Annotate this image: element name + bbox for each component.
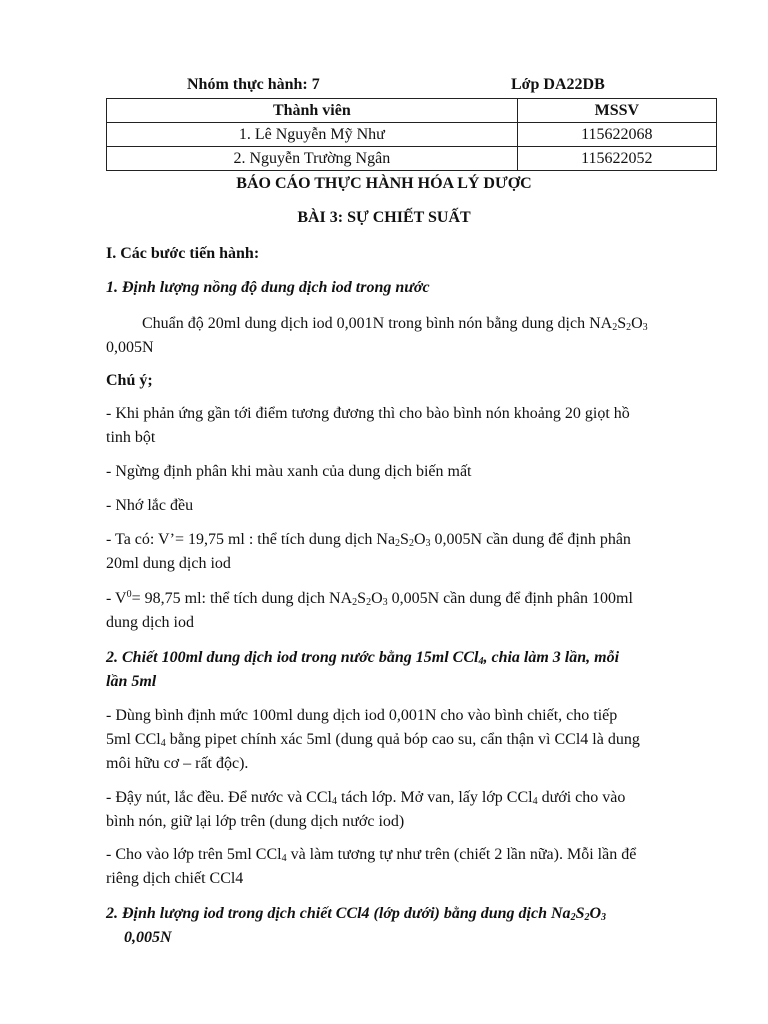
step-3-heading-line2: 0,005N (124, 929, 172, 946)
subscript: 4 (281, 853, 287, 864)
subscript: 4 (532, 796, 538, 807)
subscript: 3 (601, 912, 607, 923)
step-2-p1-a: 5ml CCl (106, 731, 161, 748)
subscript: 2 (570, 912, 576, 923)
note-2: - Ngừng định phân khi màu xanh của dung dịch biến mất (106, 463, 472, 480)
subscript: 2 (612, 322, 618, 333)
note-3: - Nhớ lắc đều (106, 497, 194, 514)
note-title: Chú ý; (106, 372, 153, 389)
step-2-heading-b: , chia làm 3 lần, mỗi (483, 649, 620, 666)
note-1 (106, 402, 722, 450)
step-1-text-b: S (617, 315, 627, 332)
table-row (107, 123, 717, 147)
step-2-p1-b: bằng pipet chính xác 5ml (dung quả bóp cao su, cẩn thận vì CCl4 là dung (165, 731, 640, 748)
report-title: BÁO CÁO THỰC HÀNH HÓA LÝ DƯỢC (236, 175, 532, 192)
note-5-c: S (357, 590, 367, 607)
step-2-paragraph-3 (106, 843, 722, 891)
step-2-p3-b: và làm tương tự như trên (chiết 2 lần nữa). Mỗi lần để (286, 846, 637, 863)
step-1-text-line2: 0,005N (106, 339, 154, 356)
step-3-heading-b: S (575, 905, 585, 922)
subscript: 2 (366, 597, 372, 608)
note-4-b: S (400, 531, 409, 548)
member-name: 2. Nguyễn Trường Ngân (107, 147, 518, 171)
note-5 (106, 587, 722, 635)
note-5-e: 0,005N cần dung để định phân 100ml (387, 590, 633, 607)
step-2-paragraph-1 (106, 704, 722, 776)
subscript: 2 (626, 322, 632, 333)
step-3-heading-a: 2. Định lượng iod trong dịch chiết CCl4 (lớp dưới) bằng dung dịch Na (106, 905, 571, 922)
step-1-heading: 1. Định lượng nồng độ dung dịch iod trong nước (106, 279, 430, 296)
note-5-a: - V (106, 590, 127, 607)
subscript: 3 (382, 597, 388, 608)
subscript: 3 (425, 538, 431, 549)
note-1-line2: tinh bột (106, 429, 156, 446)
note-5-d: O (371, 590, 383, 607)
step-2-p2-b: tách lớp. Mở van, lấy lớp CCl (336, 789, 533, 806)
step-2-p2-a: - Đậy nút, lắc đều. Để nước và CCl (106, 789, 332, 806)
class-label: Lớp DA22DB (511, 76, 605, 93)
note-5-b: = 98,75 ml: thể tích dung dịch NA (131, 590, 353, 607)
note-4-line2: 20ml dung dịch iod (106, 555, 231, 572)
subscript: 4 (331, 796, 337, 807)
subscript: 2 (408, 538, 414, 549)
step-2-heading-a: 2. Chiết 100ml dung dịch iod trong nước bằng 15ml CCl (106, 649, 479, 666)
note-4-a: - Ta có: V’= 19,75 ml : thể tích dung dịch Na (106, 531, 396, 548)
subscript: 4 (160, 738, 166, 749)
subscript: 2 (395, 538, 401, 549)
note-4-d: 0,005N cần dung để định phân (430, 531, 631, 548)
step-2-paragraph-2 (106, 786, 722, 834)
student-id: 115622052 (517, 147, 716, 171)
section-heading: I. Các bước tiến hành: (106, 245, 260, 262)
step-1-text (106, 312, 722, 360)
step-3-heading-c: O (589, 905, 602, 922)
step-2-heading-line2: lần 5ml (106, 673, 157, 690)
note-5-line2: dung dịch iod (106, 614, 194, 631)
step-1-text-a: Chuẩn độ 20ml dung dịch iod 0,001N trong bình nón bằng dung dịch NA (142, 315, 613, 332)
note-4-c: O (413, 531, 426, 548)
step-2-p2-c: dưới cho vào (537, 789, 626, 806)
subscript: 3 (642, 322, 648, 333)
step-1-text-c: O (631, 315, 643, 332)
subscript: 4 (478, 656, 484, 667)
table-header-row (107, 99, 717, 123)
subscript: 2 (352, 597, 358, 608)
step-2-p1-line3: môi hữu cơ – rất độc). (106, 755, 249, 772)
column-header-student-id: MSSV (517, 99, 716, 123)
group-label: Nhóm thực hành: 7 (187, 76, 320, 93)
step-2-p3-line2: riêng dịch chiết CCl4 (106, 870, 244, 887)
members-table (106, 98, 717, 171)
note-4 (106, 528, 722, 576)
column-header-member: Thành viên (107, 99, 518, 123)
step-2-p1-line1: - Dùng bình định mức 100ml dung dịch iod 0,001N cho vào bình chiết, cho tiếp (106, 707, 618, 724)
student-id: 115622068 (517, 123, 716, 147)
lesson-title: BÀI 3: SỰ CHIẾT SUẤT (297, 209, 471, 226)
step-2-heading (106, 646, 722, 694)
superscript: 0 (126, 589, 132, 600)
table-row (107, 147, 717, 171)
step-3-heading (106, 902, 722, 950)
step-2-p2-line2: bình nón, giữ lại lớp trên (dung dịch nước iod) (106, 813, 405, 830)
step-2-p3-a: - Cho vào lớp trên 5ml CCl (106, 846, 282, 863)
note-1-line1: - Khi phản ứng gần tới điểm tương đương thì cho bào bình nón khoảng 20 giọt hồ (106, 405, 630, 422)
member-name: 1. Lê Nguyễn Mỹ Như (107, 123, 518, 147)
subscript: 2 (584, 912, 590, 923)
